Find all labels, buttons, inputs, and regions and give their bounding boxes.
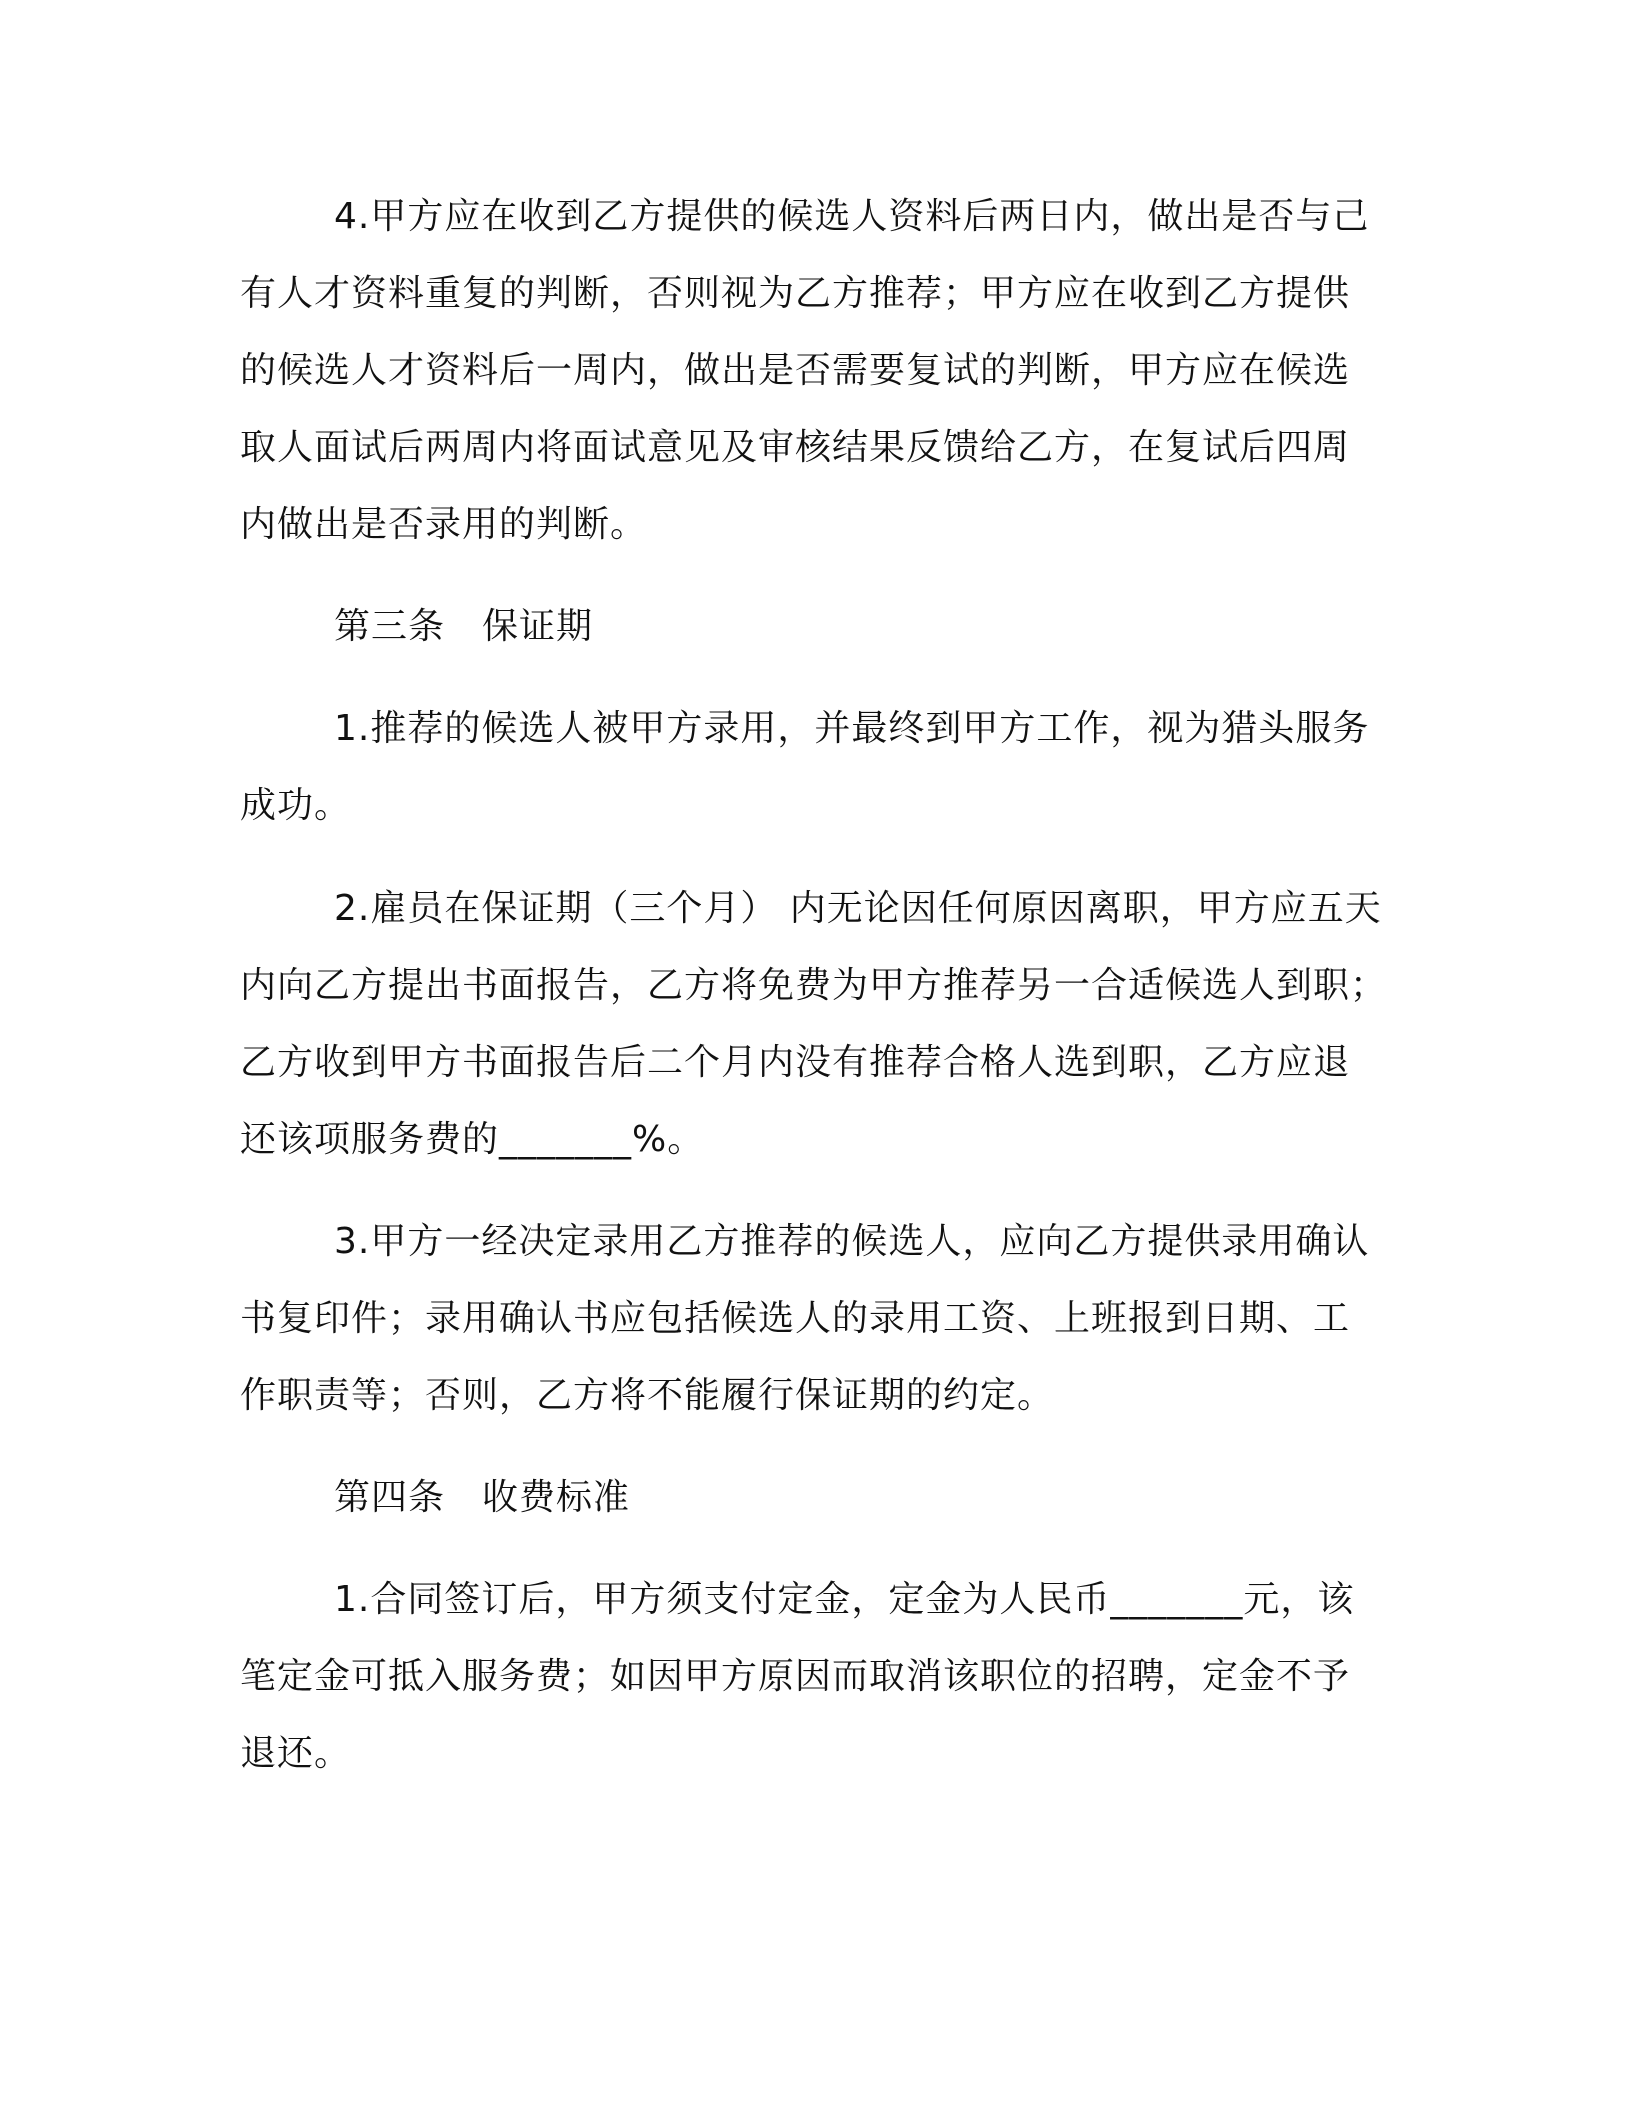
article-3-heading: 第三条 保证期 (334, 606, 594, 647)
article-3-item-2-line-1: 2.雇员在保证期（三个月） 内无论因任何原因离职，甲方应五天 (334, 888, 1382, 929)
paragraph-4-line-1: 4.甲方应在收到乙方提供的候选人资料后两日内，做出是否与己 (334, 196, 1370, 237)
article-3-item-2-line-3: 乙方收到甲方书面报告后二个月内没有推荐合格人选到职，乙方应退 (240, 1042, 1351, 1083)
paragraph-4-line-2: 有人才资料重复的判断，否则视为乙方推荐；甲方应在收到乙方提供 (240, 273, 1351, 314)
article-4-item-1-line-2: 笔定金可抵入服务费；如因甲方原因而取消该职位的招聘，定金不予 (240, 1656, 1351, 1697)
article-3-item-3-line-1: 3.甲方一经决定录用乙方推荐的候选人，应向乙方提供录用确认 (334, 1221, 1370, 1262)
article-4-heading: 第四条 收费标准 (334, 1477, 631, 1518)
article-3-item-3-line-3: 作职责等；否则，乙方将不能履行保证期的约定。 (240, 1375, 1055, 1416)
paragraph-4-line-3: 的候选人才资料后一周内，做出是否需要复试的判断，甲方应在候选 (240, 350, 1351, 391)
paragraph-4-line-5: 内做出是否录用的判断。 (240, 504, 648, 545)
article-3-item-1-line-2: 成功。 (240, 785, 352, 826)
article-3-item-1-line-1: 1.推荐的候选人被甲方录用，并最终到甲方工作，视为猎头服务 (334, 708, 1370, 749)
article-4-item-1-line-1: 1.合同签订后，甲方须支付定金，定金为人民币_______元，该 (334, 1579, 1355, 1620)
article-4-item-1-line-3: 退还。 (240, 1733, 352, 1774)
article-3-item-2-line-2: 内向乙方提出书面报告，乙方将免费为甲方推荐另一合适候选人到职； (240, 965, 1388, 1006)
article-3-item-2-line-4: 还该项服务费的_______%。 (240, 1119, 705, 1160)
article-3-item-3-line-2: 书复印件；录用确认书应包括候选人的录用工资、上班报到日期、工 (240, 1298, 1351, 1339)
paragraph-4-line-4: 取人面试后两周内将面试意见及审核结果反馈给乙方，在复试后四周 (240, 427, 1351, 468)
